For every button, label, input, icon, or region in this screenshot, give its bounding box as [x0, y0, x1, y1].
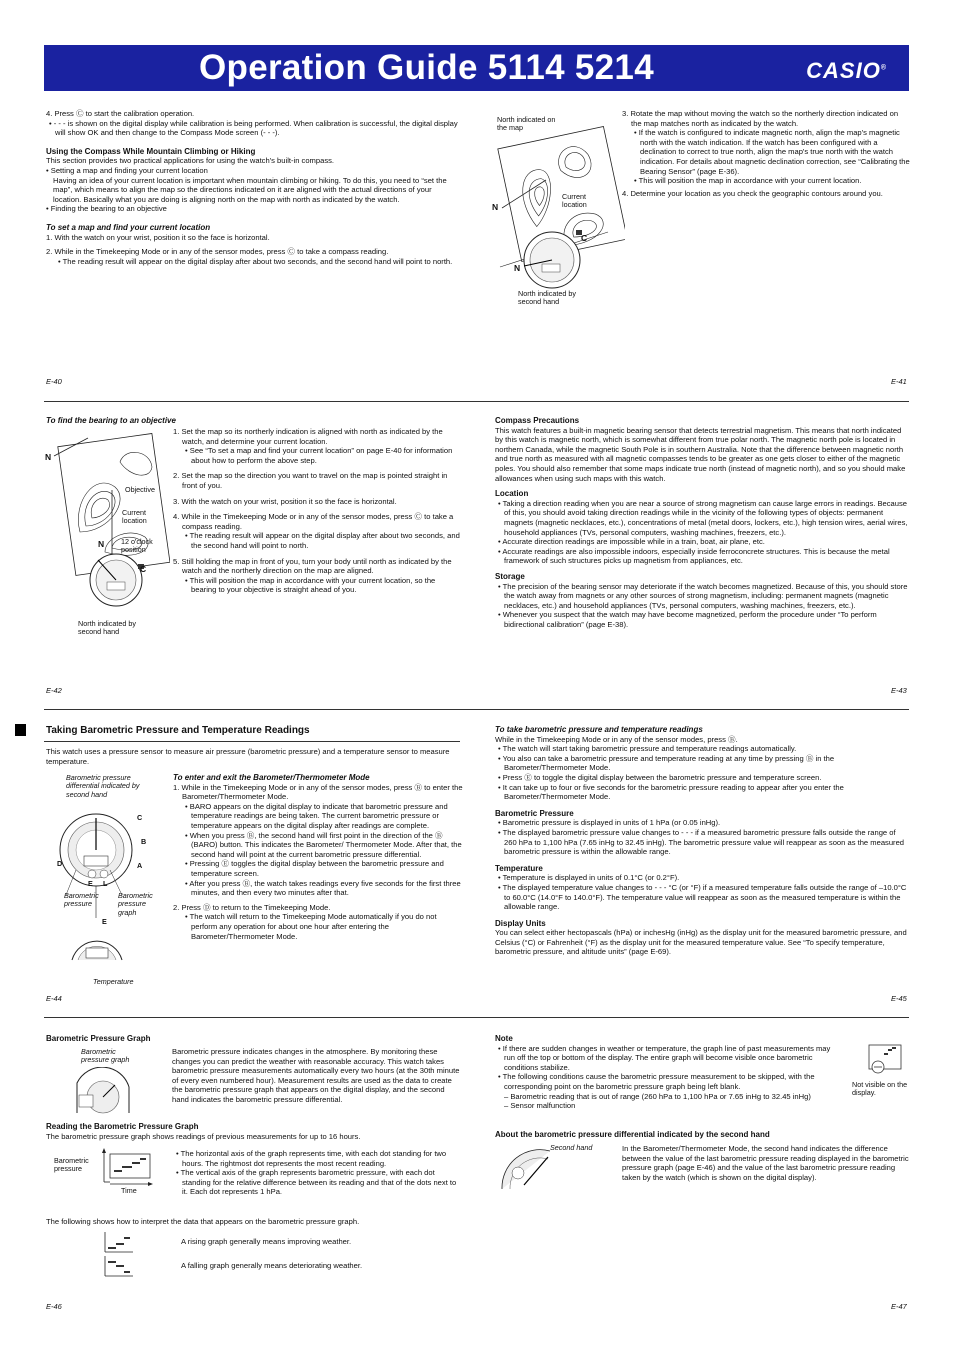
step-1-note-3: • Pressing Ⓔ toggles the digital display between the barometric pressure and temperature screen. [185, 859, 444, 878]
note-2: • You also can take a barometric pressure and temperature reading at any time by pressing Ⓑ in the Barometer/Thermometer Mode. [498, 753, 835, 773]
label-button-c: C [581, 233, 588, 243]
sub-heading: To find the bearing to an objective [46, 416, 176, 425]
guide-banner [44, 45, 909, 91]
page-divider [44, 709, 909, 710]
step-1-note: • See “To set a map and find your current location” on page E-40 for information about how to perform the above step. [185, 446, 453, 465]
label-second-hand: Second hand [550, 1143, 593, 1152]
pressure-graph-heading: Barometric Pressure Graph [46, 1034, 151, 1043]
page-e42-heading [46, 416, 246, 426]
page-e41 [622, 109, 910, 198]
page-number: E-45 [891, 994, 907, 1003]
label-barometric-pressure: Barometric pressure [64, 891, 99, 909]
step-2: 2. Press Ⓓ to return to the Timekeeping Mode. [173, 902, 331, 912]
temperature-bullet-2: • The displayed temperature value changes to - - - °C (or °F) if a measured temperature falls outside the range of –10.0°C to 60.0°C (14.0°F to 140.0°F). The temperature value will reappear as soon as the measured temperature is within the allowable range. [498, 882, 907, 912]
storage-bullet-2: • Whenever you suspect that the watch may have become magnetized, perform the procedure under “To perform bidirectional calibration” (page E-38). [498, 610, 877, 629]
map-watch-illustration [490, 112, 625, 312]
note-dash-1: – Barometric reading that is out of range (260 hPa to 1,100 hPa or 7.65 inHg to 32.45 inHg) [504, 1091, 811, 1101]
step-4-note: • - - - is shown on the digital display while calibration is being performed. When calibration is successful, the digital display will show OK and then change to the Compass Mode screen (- - -). [49, 118, 458, 138]
graph-axes-illustration [98, 1148, 156, 1188]
page-e44-intro [46, 747, 461, 766]
note-3: • Press Ⓔ to toggle the digital display between the barometric pressure and temperature screen. [498, 772, 822, 782]
page-e44 [173, 773, 463, 941]
page-e46-reading [46, 1122, 461, 1141]
page-e46-heading [46, 1034, 176, 1044]
rising-text [181, 1237, 441, 1247]
step-1-note-2: • When you press Ⓑ, the second hand will first point in the direction of the Ⓑ (BARO) button. This indicates the Barometer/ Thermometer Mode. After that, the second hand will point at the current barometric pressure differential. [185, 830, 462, 859]
page-e45 [495, 725, 910, 957]
page-e42 [173, 427, 461, 595]
step-5: 5. Still holding the map in front of you, turn your body until north as indicated by the watch and the northerly direction on the map are aligned. [173, 556, 452, 576]
page-number: E-46 [46, 1302, 62, 1311]
sub-heading: To enter and exit the Barometer/Thermometer Mode [173, 773, 370, 782]
storage-bullet-1: • The precision of the bearing sensor may deteriorate if the watch becomes magnetized. Because of this, you should store the watch away from magnets or any other sources of strong magnetism, including: permanent magnets (magnetic necklaces, etc.) and household appliances (TVs, personal computers, washing machines, freezers, etc.). [498, 581, 908, 610]
page-number: E-41 [891, 377, 907, 386]
interpret-text: The following shows how to interpret the data that appears on the barometric pressure graph. [46, 1217, 360, 1226]
intro-text: This watch uses a pressure sensor to measure air pressure (barometric pressure) and a temperature sensor to measure temperature. [46, 747, 450, 766]
falling-graph-icon [105, 1256, 133, 1276]
page-e47-diff-heading [495, 1130, 910, 1140]
intro-text: While in the Timekeeping Mode or in any of the sensor modes, press Ⓑ. [495, 734, 738, 744]
label-current-location: Current location [122, 508, 147, 526]
label-objective: Objective [125, 485, 155, 494]
guide-title: Operation Guide 5114 5214 [199, 48, 654, 87]
rising-graph-text: A rising graph generally means improving weather. [181, 1237, 352, 1246]
bullet-setting-map: • Setting a map and finding your current location [46, 165, 208, 175]
label-temperature: Temperature [93, 977, 134, 986]
step-3-note-2: • This will position the map in accordance with your current location. [634, 176, 862, 186]
page-divider [44, 401, 909, 402]
note-dash-2: – Sensor malfunction [504, 1101, 576, 1111]
intro-text: This section provides two practical applications for using the watch's built-in compass. [46, 156, 335, 166]
section-marker [15, 724, 26, 736]
temperature-bullet-1: • Temperature is displayed in units of 0.1°C (or 0.2°F). [498, 873, 680, 883]
section-heading: Using the Compass While Mountain Climbing or Hiking [46, 146, 256, 156]
falling-text [181, 1261, 441, 1271]
page-number: E-47 [891, 1302, 907, 1311]
barometric-bullet-2: • The displayed barometric pressure value changes to - - - if a measured barometric pressure falls outside the range of 260 hPa to 1,100 hPa (7.65 inHg to 32.45 inHg). The barometric pressure value will reappear as soon as the measured barometric pressure is within the allowable range. [498, 827, 905, 857]
not-visible-graph-illustration [866, 1043, 904, 1077]
page-e40 [46, 109, 461, 266]
location-bullet-1: • Taking a direction reading when you are near a source of strong magnetism can cause large errors in readings. Because of this, you should avoid taking direction readings while in the vicinity of the following types of objects: permanent magnets (magnetic necklaces, etc.), concentrations of metal (metal doors, lockers, etc.), high tension wires, aerial wires, household appliances (TVs, personal computers, washing machines, freezers, etc.). [498, 498, 908, 537]
temperature-heading: Temperature [495, 863, 543, 873]
step-2-note: • The reading result will appear on the digital display after about two seconds, and the second hand will point to north. [58, 256, 453, 266]
label-n-map: N [492, 202, 499, 212]
step-3-note-1: • If the watch is configured to indicate magnetic north, align the map's magnetic north with the watch indication. If the watch has been configured with a declination to correct to true north, align the map's true north with the watch indication. For details about magnetic declination correction, see “Calibrating the Bearing Sensor” (page E-36). [634, 128, 910, 176]
step-4: 4. Determine your location as you check the geographic contours around you. [622, 188, 883, 198]
note-4: • It can take up to four or five seconds for the barometric pressure reading to appear after you enter the Barometer/Thermometer Mode. [498, 782, 844, 802]
page-e47-diff [622, 1144, 910, 1182]
label-button-e: E [102, 917, 107, 926]
label-button-d: D [57, 859, 63, 868]
casio-logo: CASIO® [806, 58, 887, 83]
axis-bullet-2: • The vertical axis of the graph represents barometric pressure, with each dot standing for the relative difference between its reading and that of the dots next to it. Each dot represents 1 hPa. [176, 1168, 457, 1197]
falling-graph-text: A falling graph generally means deteriorating weather. [181, 1261, 363, 1270]
label-button-b: B [141, 837, 147, 846]
page-number: E-40 [46, 377, 62, 386]
step-1: 1. While in the Timekeeping Mode or in any of the sensor modes, press Ⓑ to enter the Barometer/Thermometer Mode. [173, 782, 463, 802]
label-not-visible: Not visible on the display. [852, 1080, 908, 1098]
differential-heading: About the barometric pressure differential indicated by the second hand [495, 1130, 770, 1139]
barometric-pressure-heading: Barometric Pressure [495, 808, 574, 818]
step-1-note-4: • After you press Ⓑ, the watch takes readings every five seconds for the first three minutes, and then every two minutes after that. [185, 878, 461, 898]
label-12-oclock: 12 o'clock position [121, 537, 153, 555]
step-4-note: • The reading result will appear on the digital display after about two seconds, and the second hand will point to north. [185, 531, 460, 550]
note-bullet-2: • The following conditions cause the barometric pressure measurement to be skipped, with the corresponding point on the barometric pressure graph being left blank. [498, 1072, 815, 1091]
differential-text: In the Barometer/Thermometer Mode, the second hand indicates the difference between the value of the last barometric pressure reading displayed in the barometric pressure graph (page E-46) and the value of the last barometric pressure reading taken by the watch (which is shown on the digital display). [622, 1144, 909, 1182]
location-bullet-2: • Accurate direction readings are impossible while in a train, boat, air plane, etc. [498, 537, 765, 547]
label-barometric-pressure: Barometric pressure [54, 1156, 89, 1174]
label-current-location: Current location [562, 192, 587, 210]
step-1: 1. Set the map so its northerly indication is aligned with north as indicated by the watch, and determine your current location. [173, 427, 443, 446]
bullet-finding-bearing: • Finding the bearing to an objective [46, 204, 167, 214]
title-underline [44, 741, 460, 742]
label-north-on-map: North indicated on the map [497, 115, 556, 133]
label-n-map: N [45, 452, 52, 462]
label-n-watch: N [514, 263, 521, 273]
label-pressure-graph: Barometric pressure graph [81, 1047, 130, 1065]
step-1-note-1: • BARO appears on the digital display to indicate that barometric pressure and temperature readings are being taken. The current barometric pressure or temperature appears on the digital display after readings are complete. [185, 801, 448, 830]
note-1: • The watch will start taking barometric pressure and temperature readings automatically. [498, 744, 797, 754]
compass-precautions-heading: Compass Precautions [495, 416, 580, 425]
step-5-note: • This will position the map in accordance with your current location, so the bearing to your objective is straight ahead of you. [185, 575, 436, 595]
display-units-text: You can select either hectopascals (hPa) or inchesHg (inHg) as the display unit for the measured barometric pressure, and Celsius (°C) or Fahrenheit (°F) as the display unit for the measured temperature value. See “To specify temperature, barometric pressure, and altitude units” (page E-69). [495, 928, 907, 957]
label-n-watch: N [98, 539, 105, 549]
axis-bullet-1: • The horizontal axis of the graph represents time, with each dot standing for two hours. The rightmost dot represents the most recent reading. [176, 1149, 447, 1168]
step-1: 1. With the watch on your wrist, position it so the face is horizontal. [46, 232, 270, 242]
label-north-second-hand: North indicated by second hand [518, 289, 576, 307]
page-e46-axes [173, 1149, 463, 1197]
section-title: Taking Barometric Pressure and Temperature Readings [46, 725, 310, 736]
page-e46-interp [46, 1217, 461, 1227]
barometric-bullet-1: • Barometric pressure is displayed in units of 1 hPa (or 0.05 inHg). [498, 818, 721, 828]
page-number: E-42 [46, 686, 62, 695]
page-e46-intro [172, 1047, 460, 1105]
step-2: 2. While in the Timekeeping Mode or in any of the sensor modes, press Ⓒ to take a compass reading. [46, 247, 389, 257]
display-units-heading: Display Units [495, 918, 546, 928]
bearing-illustration [50, 432, 170, 622]
step-3: 3. With the watch on your wrist, position it so the face is horizontal. [173, 496, 397, 506]
label-pressure-graph: Barometric pressure graph [118, 891, 153, 917]
location-heading: Location [495, 489, 529, 499]
note-bullet-1: • If there are sudden changes in weather or temperature, the graph line of past measurements may run off the top or bottom of the display. The entire graph will become visible once barometric conditions stabilize. [498, 1043, 831, 1072]
step-4: 4. Press Ⓒ to start the calibration operation. [46, 109, 195, 118]
reading-graph-heading: Reading the Barometric Pressure Graph [46, 1122, 199, 1131]
step-3: 3. Rotate the map without moving the watch so the northerly direction indicated on the map matches north as indicated by the watch. [622, 109, 899, 128]
page-number: E-43 [891, 686, 907, 695]
label-north-second-hand: North indicated by second hand [78, 619, 136, 637]
graph-watch-illustration [73, 1067, 133, 1115]
label-button-c: C [140, 564, 147, 574]
label-time: Time [121, 1186, 137, 1195]
label-pressure-differential: Barometric pressure differential indicated by second hand [66, 773, 140, 799]
intro-text: Barometric pressure indicates changes in the atmosphere. By monitoring these changes you can predict the weather with reasonable accuracy. This watch takes barometric pressure measurements automatically every two hours (at the 30th minute of every even numbered hour). Measurement results are used as the data to create the barometric pressure graph that appears on the digital display, and the second hand indicates the barometric pressure differential. [172, 1047, 460, 1104]
label-e: E [88, 879, 93, 888]
rising-falling-graphs [104, 1231, 134, 1279]
page-e47 [495, 1034, 840, 1111]
step-4: 4. While in the Timekeeping Mode or in any of the sensor modes, press Ⓒ to take a compass reading. [173, 512, 454, 531]
location-bullet-3: • Accurate readings are also impossible indoors, especially inside ferroconcrete structures. This is because the metal framework of such structures picks up magnetism from appliances, etc. [498, 546, 890, 566]
compass-precautions-text: This watch features a built-in magnetic bearing sensor that detects terrestrial magnetism. This means that north indicated by this watch is magnetic north, which is somewhat different from true polar north. The magnetic north pole is located in northern Canada, while the magnetic South Pole is in southern Australia. Note that the difference between magnetic north and true north as measured with all magnetic compasses tends to be greater as one gets closer to either of the magnetic poles. You should also remember that some maps indicate true north (instead of magnetic north), and so you should make allowances when using such maps with this watch. [495, 425, 906, 483]
second-hand-illustration [500, 1147, 555, 1191]
note-heading: Note [495, 1034, 513, 1043]
sub-heading: To set a map and find your current location [46, 222, 211, 232]
rising-graph-icon [105, 1232, 133, 1252]
page-number: E-44 [46, 994, 62, 1003]
bullet-setting-map-text: Having an idea of your current location is important when mountain climbing or hiking. To do this, you need to “set the map”, which means to align the map so the directions indicated on it are aligned with the actual directions of your location. Basically what you are doing is aligning north on the map with north as indicated by the watch. [53, 175, 447, 204]
page-e43 [495, 416, 910, 629]
step-2: 2. Set the map so the direction you want to travel on the map is pointed straight in front of you. [173, 471, 448, 490]
label-button-c: C [137, 813, 143, 822]
label-l: L [103, 879, 108, 888]
label-button-a: A [137, 861, 143, 870]
page-divider [44, 1017, 909, 1018]
sub-heading: To take barometric pressure and temperature readings [495, 725, 703, 734]
step-2-note: • The watch will return to the Timekeeping Mode automatically if you do not perform any operation for about one hour after entering the Barometer/Thermometer Mode. [185, 912, 437, 941]
reading-graph-intro: The barometric pressure graph shows readings of previous measurements for up to 16 hours. [46, 1131, 361, 1141]
storage-heading: Storage [495, 571, 525, 581]
barometer-watch-illustration [54, 800, 149, 980]
